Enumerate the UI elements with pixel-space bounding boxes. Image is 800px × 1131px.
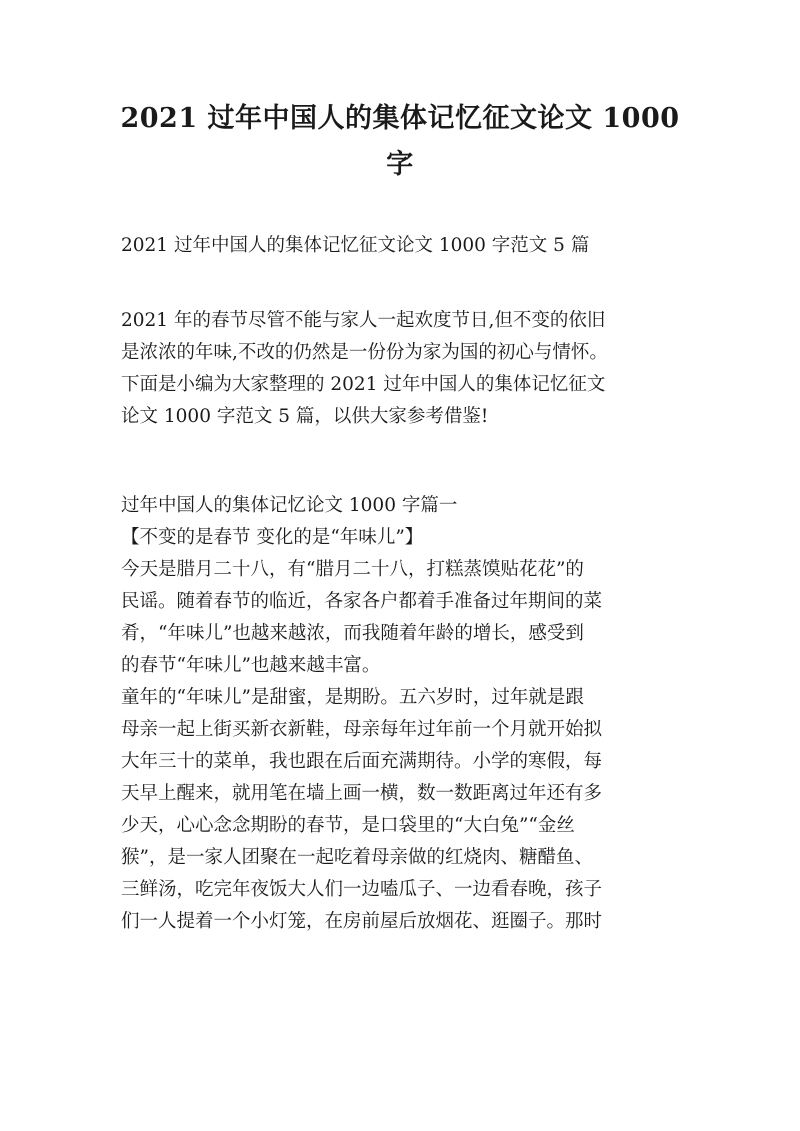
- title-line: 2021 过年中国人的集体记忆征文论文 1000: [120, 103, 680, 134]
- intro-line: 下面是小编为大家整理的 2021 过年中国人的集体记忆征文: [121, 374, 606, 395]
- paragraph-line: 少天，心心念念期盼的春节，是口袋里的“大白兔”“金丝: [121, 815, 575, 836]
- intro-line: 2021 年的春节尽管不能与家人一起欢度节日,但不变的依旧: [121, 310, 606, 331]
- intro-line: 论文 1000 字范文 5 篇，以供大家参考借鉴!: [121, 406, 489, 427]
- intro-line: 是浓浓的年味,不改的仍然是一份份为家为国的初心与情怀。: [121, 342, 608, 363]
- document-title: [110, 96, 690, 188]
- paragraph-1: [121, 554, 681, 682]
- paragraph-2: [121, 682, 681, 938]
- paragraph-line: 三鲜汤，吃完年夜饭大人们一边嗑瓜子、一边看春晚，孩子: [121, 879, 603, 900]
- section-heading: 过年中国人的集体记忆论文 1000 字篇一: [121, 495, 458, 516]
- paragraph-line: 们一人提着一个小灯笼，在房前屋后放烟花、逛圈子。那时: [121, 911, 603, 932]
- paragraph-line: 猴”，是一家人团聚在一起吃着母亲做的红烧肉、糖醋鱼、: [121, 847, 593, 868]
- paragraph-line: 今天是腊月二十八，有“腊月二十八，打糕蒸馍贴花花”的: [121, 559, 584, 580]
- section-subheading: 【不变的是春节 变化的是“年味儿”】: [121, 527, 424, 548]
- intro-paragraph: [121, 305, 681, 433]
- document-subtitle: 2021 过年中国人的集体记忆征文论文 1000 字范文 5 篇: [121, 235, 590, 256]
- paragraph-line: 民谣。随着春节的临近，各家各户都着手准备过年期间的菜: [121, 591, 603, 612]
- title-line: 字: [386, 149, 414, 180]
- paragraph-line: 天早上醒来，就用笔在墙上画一横，数一数距离过年还有多: [121, 783, 603, 804]
- article-body: [121, 490, 681, 938]
- paragraph-line: 大年三十的菜单，我也跟在后面充满期待。小学的寒假，每: [121, 751, 603, 772]
- paragraph-line: 母亲一起上街买新衣新鞋，母亲每年过年前一个月就开始拟: [121, 719, 603, 740]
- paragraph-line: 的春节“年味儿”也越来越丰富。: [121, 655, 381, 676]
- paragraph-line: 肴，“年味儿”也越来越浓，而我随着年龄的增长，感受到: [121, 623, 584, 644]
- paragraph-line: 童年的“年味儿”是甜蜜，是期盼。五六岁时，过年就是跟: [121, 687, 584, 708]
